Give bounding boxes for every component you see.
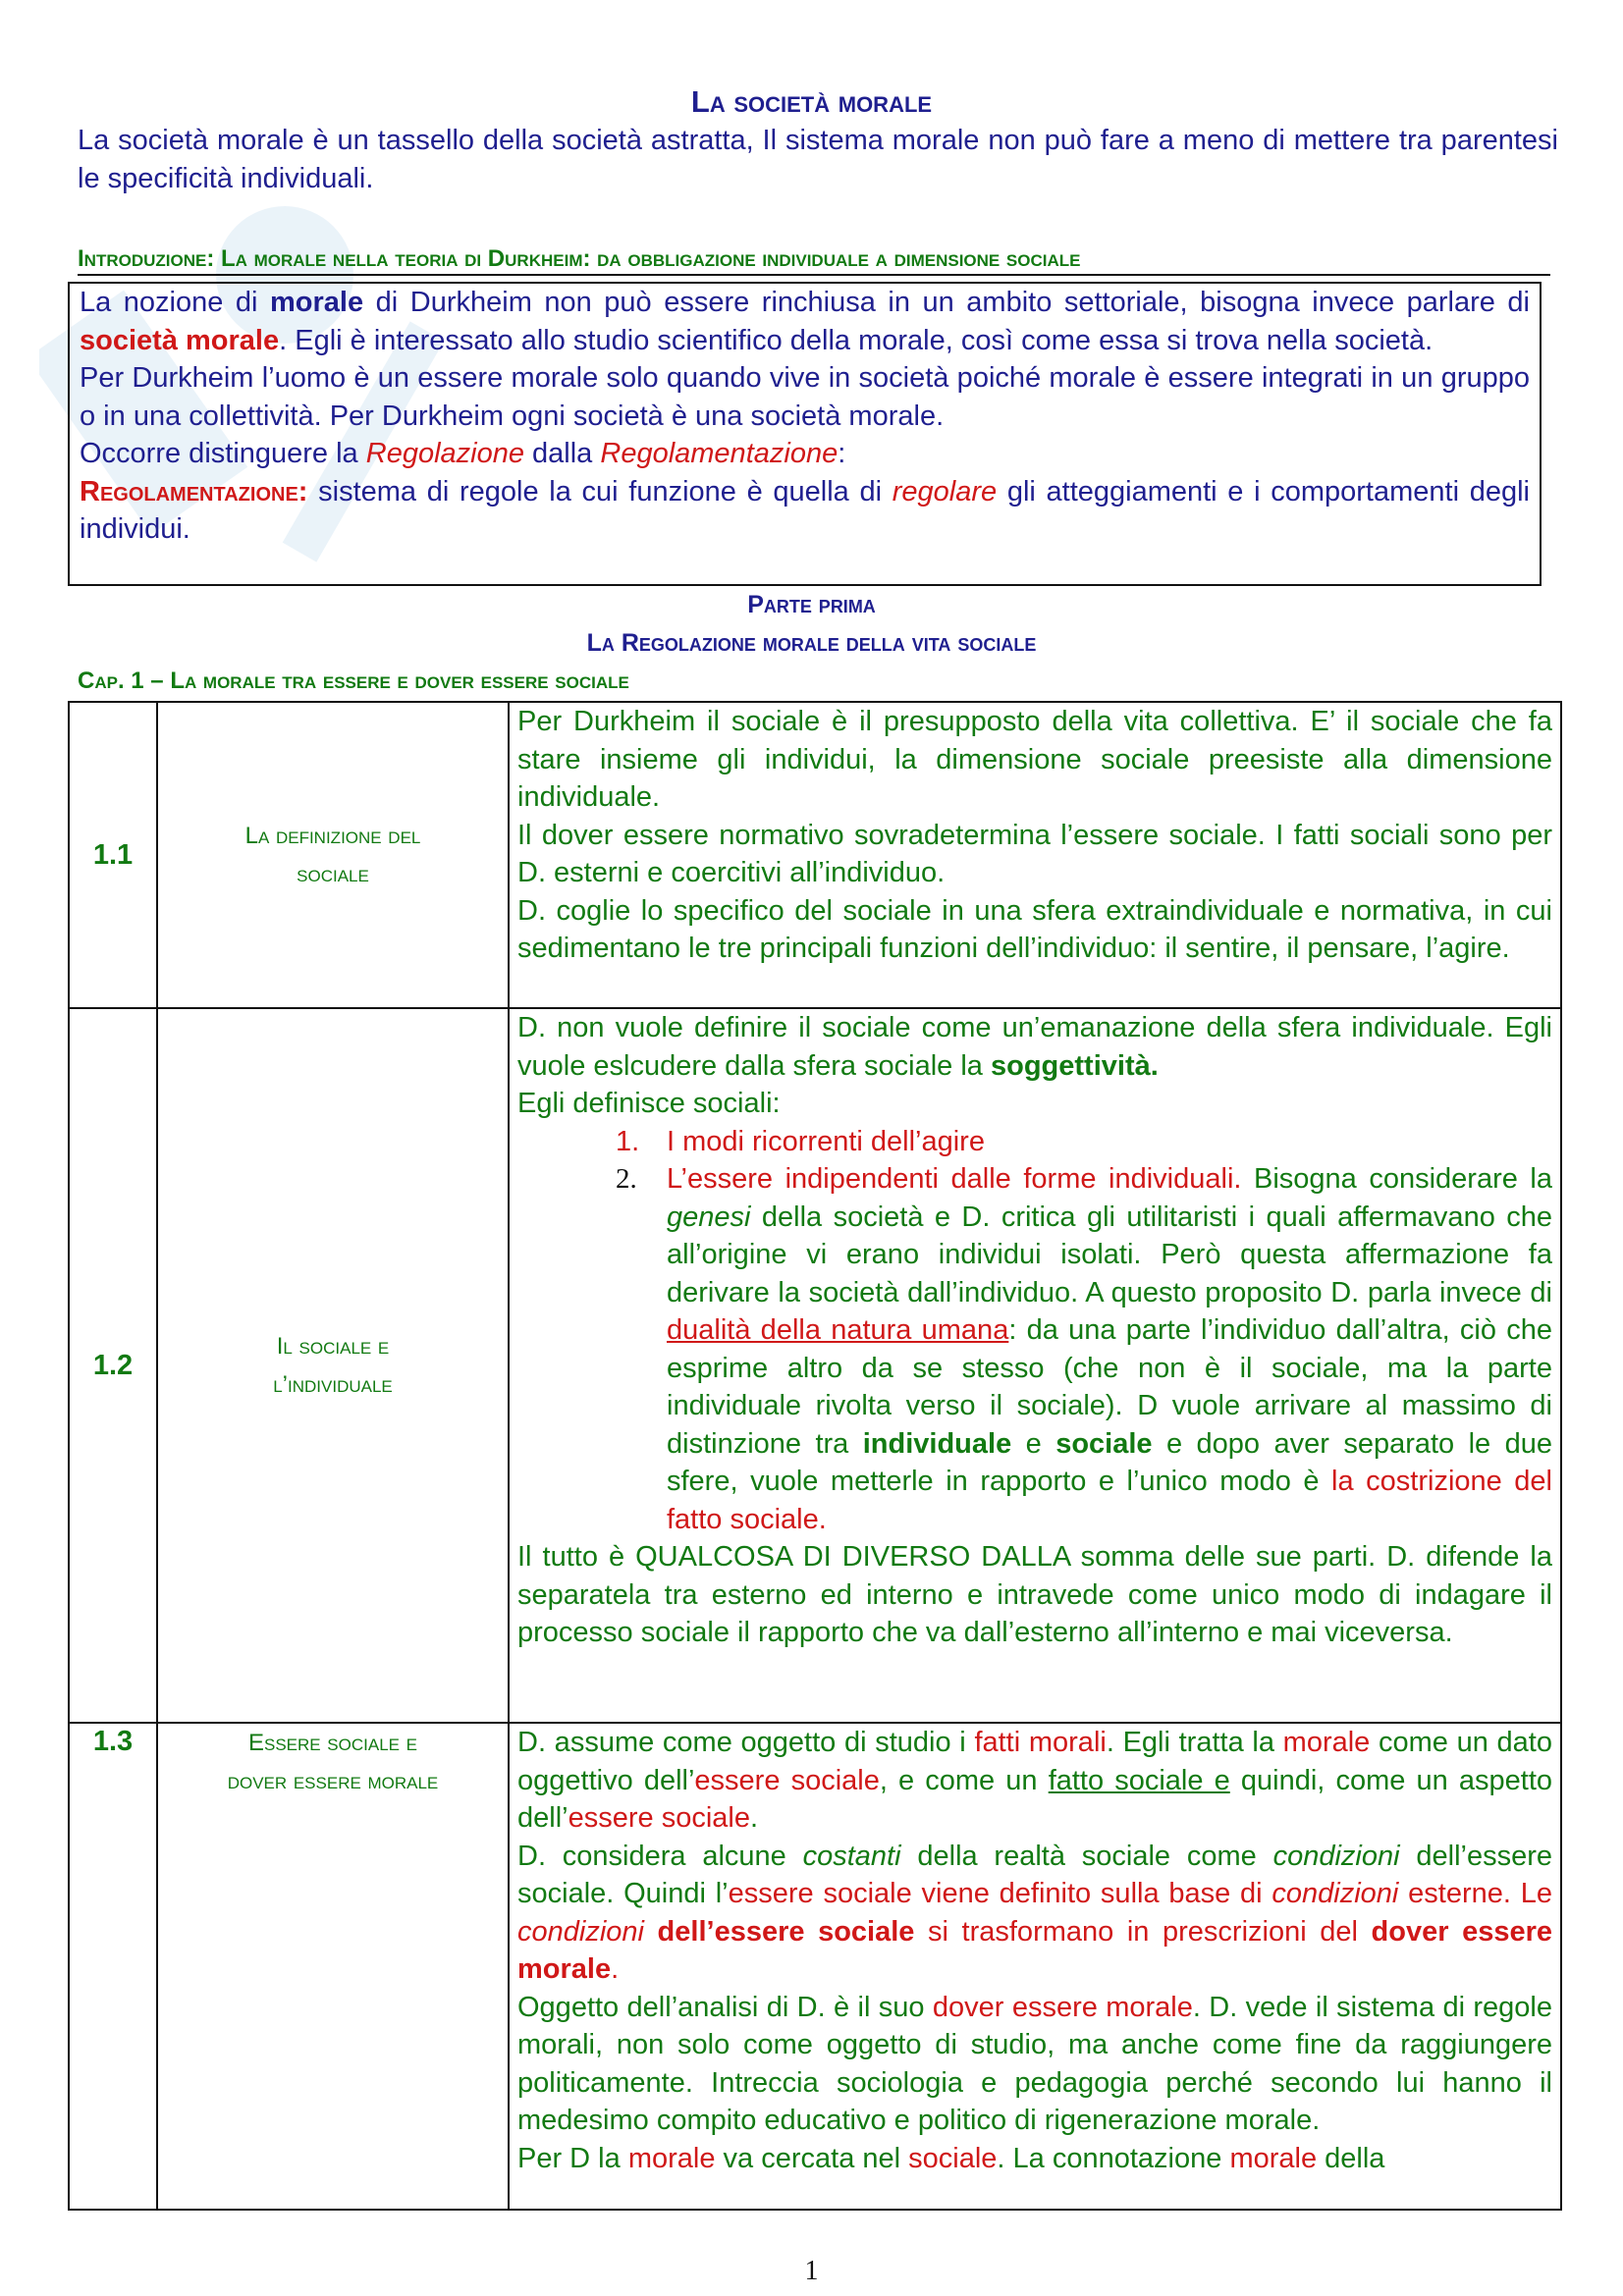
intro-heading: Introduzione: La morale nella teoria di Durkheim: da obbligazione individuale a dimensione sociale [78, 245, 1550, 276]
row-label: La definizione del sociale [157, 702, 509, 1008]
table-row [69, 1008, 1561, 1723]
intro-paragraph-4: Regolamentazione: sistema di regole la cui funzione è quella di regolare gli atteggiamenti e i comportamenti degli individui. [80, 475, 1530, 545]
intro-paragraph-3: Occorre distinguere la Regolazione dalla Regolamentazione: [80, 438, 846, 469]
row-number: 1.2 [69, 1008, 157, 1723]
definition-list [517, 1123, 1552, 1539]
lead-paragraph: La società morale è un tassello della società astratta, Il sistema morale non può fare a meno di mettere tra parentesi le specificità individuali. [78, 125, 1558, 194]
intro-paragraph-1: La nozione di morale di Durkheim non può essere rinchiusa in un ambito settoriale, bisogna invece parlare di società morale. Egli è interessato allo studio scientifico della morale, così come essa si trova nella società. [80, 287, 1530, 356]
part-subtitle: La Regolazione morale della vita sociale [586, 629, 1037, 657]
row-label: Essere sociale e dover essere morale [157, 1723, 509, 2210]
table-row [69, 702, 1561, 1008]
table-row [69, 1723, 1561, 2210]
row-text: D. assume come oggetto di studio i fatti morali. Egli tratta la morale come un dato oggettivo dell’essere sociale, e come un fatto sociale e quindi, come un aspetto dell’essere sociale. D. considera alcune costanti della realtà sociale come condizioni dell’essere sociale. Quindi l’essere sociale viene definito sulla base di condizioni esterne. Le condizioni dell’essere sociale si trasformano in prescrizioni del dover essere morale. Oggetto dell’analisi di D. è il suo dover essere morale. D. vede il sistema di regole morali, non solo come oggetto di studio, ma anche come fine da raggiungere politicamente. Intreccia sociologia e pedagogia perché secondo lui hanno il medesimo compito educativo e politico di rigenerazione morale. Per D la morale va cercata nel sociale. La connotazione morale della [509, 1723, 1561, 2210]
row-number: 1.1 [69, 702, 157, 1008]
intro-paragraph-2: Per Durkheim l’uomo è un essere morale solo quando vive in società poiché morale è essere integrati in un gruppo o in una collettività. Per Durkheim ogni società è una società morale. [80, 362, 1530, 432]
list-item: 2. L’essere indipendenti dalle forme individuali. Bisogna considerare la genesi della società e D. critica gli utilitaristi i quali affermavano che all’origine vi erano individui isolati. Però questa affermazione fa derivare la società dall’individuo. A questo proposito D. parla invece di dualità della natura umana: da una parte l’individuo dall’altra, ciò che esprime altro da se stesso (che non è il sociale, ma la parte individuale rivolta verso il sociale). D vuole arrivare al massimo di distinzione tra individuale e sociale e dopo aver separato le due sfere, vuole metterle in rapporto e l’unico modo è la costrizione del fatto sociale. [616, 1163, 1553, 1535]
page-number: 1 [804, 2256, 819, 2286]
chapter-heading: Cap. 1 – La morale tra essere e dover essere sociale [78, 667, 629, 694]
part-label: Parte prima [747, 591, 876, 618]
page-title: La società morale [690, 84, 933, 119]
intro-box [68, 282, 1542, 586]
row-label: Il sociale e l’individuale [157, 1008, 509, 1723]
row-number: 1.3 [69, 1723, 157, 2210]
chapter-table [68, 701, 1562, 2211]
row-text: D. non vuole definire il sociale come un’emanazione della sfera individuale. Egli vuole eslcudere dalla sfera sociale la soggettività. Egli definisce sociali: 1. I modi ricorrenti dell’agire 2. L’essere indipendenti dalle forme individuali. Bisogna considerare la genesi della società e D. critica gli utilitaristi i quali affermavano che all’origine vi erano individui isolati. Però questa affermazione fa derivare la società dall’individuo. A questo proposito D. parla invece di dualità della natura umana: da una parte l’individuo dall’altra, ciò che esprime altro da se stesso (che non è il sociale, ma la parte individuale rivolta verso il sociale). D vuole arrivare al massimo di distinzione tra individuale e sociale e dopo aver separato le due sfere, vuole metterle in rapporto e l’unico modo è la costrizione del fatto sociale. Il tutto è QUALCOSA DI DIVERSO DALLA somma delle sue parti. D. difende la separatela tra esterno ed interno e intravede come unico modo di indagare il processo sociale il rapporto che va dall’esterno all’interno e mai viceversa. [509, 1008, 1561, 1723]
row-text: Per Durkheim il sociale è il presupposto della vita collettiva. E’ il sociale che fa stare insieme gli individui, la dimensione sociale preesiste alla dimensione individuale. Il dover essere normativo sovradetermina l’essere sociale. I fatti sociali sono per D. esterni e coercitivi all’individuo. D. coglie lo specifico del sociale in una sfera extraindividuale e normativa, in cui sedimentano le tre principali funzioni dell’individuo: il sentire, il pensare, l’agire. [509, 702, 1561, 1008]
list-item: 1. I modi ricorrenti dell’agire [616, 1125, 985, 1157]
